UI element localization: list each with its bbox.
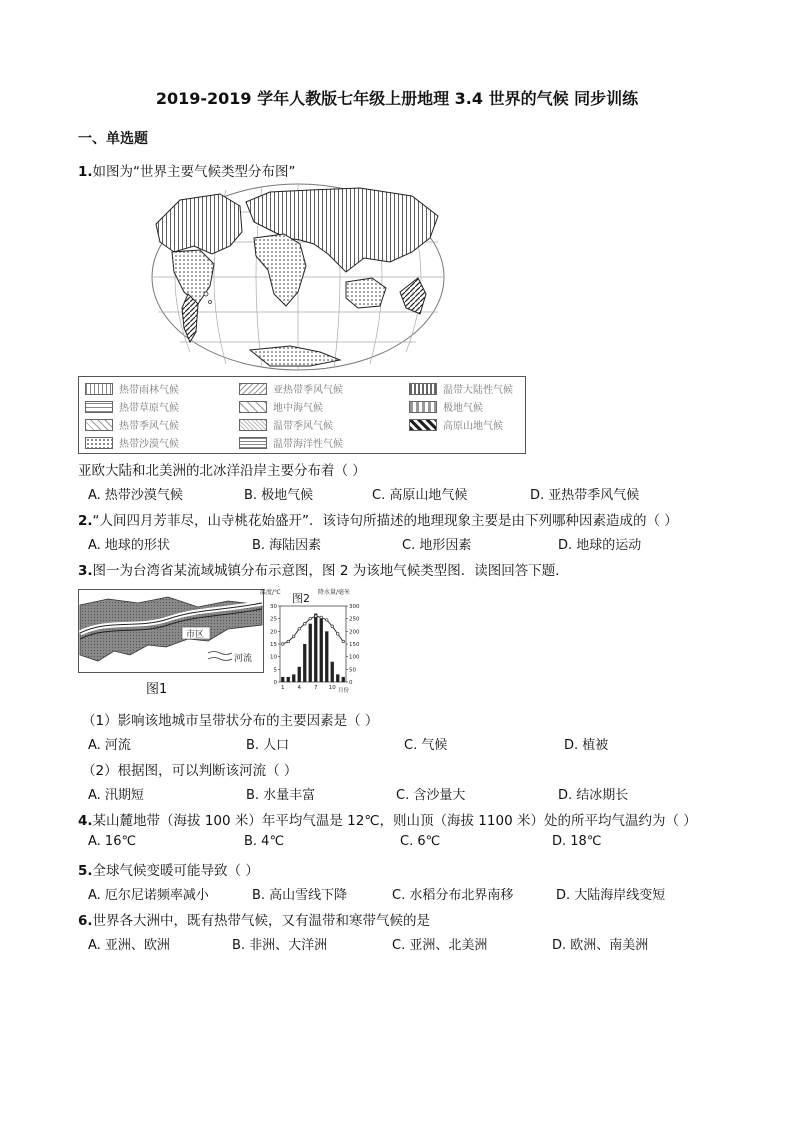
q2-option-b[interactable]: B. 海陆因素: [252, 538, 322, 553]
temperature-point: [281, 643, 284, 646]
question-5-stem: [78, 859, 259, 879]
temperature-point: [292, 635, 295, 638]
q6-option-b[interactable]: B. 非洲、大洋洲: [232, 938, 328, 953]
q3-2-option-d[interactable]: D. 结冰期长: [558, 788, 629, 803]
temperature-point: [303, 622, 306, 625]
chart-month-tick-label: 1: [281, 685, 285, 691]
temperature-point: [320, 616, 323, 619]
legend-item: 温带海洋性气候: [239, 435, 343, 450]
temperature-point: [287, 640, 290, 643]
map-legend: [78, 376, 526, 454]
question-3-number: 3.: [78, 563, 93, 579]
question-1-text: 如图为“世界主要气候类型分布图”: [92, 164, 296, 180]
chart-left-tick-label: 20: [270, 629, 277, 636]
world-climate-map: [150, 182, 446, 372]
precipitation-bar: [336, 674, 339, 682]
q4-option-a[interactable]: A. 16℃: [88, 834, 137, 849]
legend-item: 热带季风气候: [85, 417, 179, 432]
q3-1-option-a[interactable]: A. 河流: [88, 738, 131, 753]
precipitation-bar: [287, 677, 290, 682]
chart-left-tick-label: 0: [273, 680, 277, 686]
figure-2-caption: 图2: [292, 592, 310, 605]
question-4-number: 4.: [78, 813, 93, 829]
precipitation-bar: [314, 614, 317, 682]
chart-left-tick-label: 25: [270, 616, 277, 623]
q1-option-d[interactable]: D. 亚热带季风气候: [530, 488, 640, 503]
precipitation-bar: [309, 624, 312, 682]
chart-right-axis-title: 降水量/毫米: [318, 589, 351, 596]
q3-1-option-c[interactable]: C. 气候: [404, 738, 448, 753]
q3-2-option-a[interactable]: A. 汛期短: [88, 788, 144, 803]
question-5-text: 全球气候变暖可能导致（ ）: [92, 863, 259, 879]
q5-option-d[interactable]: D. 大陆海岸线变短: [556, 888, 666, 903]
temperature-point: [336, 633, 339, 636]
question-6-number: 6.: [78, 913, 93, 929]
q1-option-a[interactable]: A. 热带沙漠气候: [88, 488, 183, 503]
q5-option-b[interactable]: B. 高山雪线下降: [252, 888, 348, 903]
chart-right-tick-label: 250: [349, 616, 360, 623]
chart-right-tick-label: 0: [349, 680, 353, 686]
question-3-text: 图一为台湾省某流域城镇分布示意图，图 2 为该地气候类型图．读图回答下题．: [92, 563, 569, 579]
q4-option-b[interactable]: B. 4℃: [244, 834, 285, 849]
question-5-number: 5.: [78, 863, 93, 879]
legend-item: 地中海气候: [239, 399, 323, 414]
precipitation-bar: [320, 619, 323, 682]
q1-option-c[interactable]: C. 高原山地气候: [372, 488, 468, 503]
question-3-stem: [78, 559, 569, 579]
q1-option-b[interactable]: B. 极地气候: [244, 488, 314, 503]
legend-item: 亚热带季风气候: [239, 381, 343, 396]
q3-1-option-d[interactable]: D. 植被: [564, 738, 609, 753]
chart-left-tick-label: 10: [270, 654, 277, 661]
q2-option-a[interactable]: A. 地球的形状: [88, 538, 170, 553]
figure-1-city-label: 市区: [186, 630, 205, 640]
legend-item: 热带草原气候: [85, 399, 179, 414]
temperature-point: [331, 625, 334, 628]
legend-item: 温带季风气候: [239, 417, 333, 432]
chart-left-tick-label: 5: [273, 667, 277, 674]
chart-right-tick-label: 100: [349, 654, 360, 661]
question-1-number: 1.: [78, 164, 93, 180]
figure-2-climate-chart: [258, 586, 362, 696]
q2-option-d[interactable]: D. 地球的运动: [558, 538, 642, 553]
question-6-text: 世界各大洲中，既有热带气候，又有温带和寒带气候的是: [92, 913, 431, 929]
chart-right-tick-label: 200: [349, 629, 360, 636]
precipitation-bar: [325, 631, 328, 682]
chart-left-tick-label: 15: [270, 642, 277, 648]
legend-item: 温带大陆性气候: [409, 381, 513, 396]
legend-item: 热带沙漠气候: [85, 435, 179, 450]
precipitation-bar: [331, 662, 334, 682]
q2-option-c[interactable]: C. 地形因素: [402, 538, 472, 553]
precipitation-bar: [342, 677, 345, 682]
figure-1-caption: 图1: [146, 682, 168, 697]
chart-right-tick-label: 150: [349, 642, 360, 648]
question-2-number: 2.: [78, 513, 93, 529]
q6-option-d[interactable]: D. 欧洲、南美洲: [552, 938, 649, 953]
temperature-point: [325, 619, 328, 622]
question-3-2-stem: （2）根据图，可以判断该河流（ ）: [82, 763, 298, 779]
q4-option-c[interactable]: C. 6℃: [400, 834, 441, 849]
question-2-text: “人间四月芳菲尽，山寺桃花始盛开”．该诗句所描述的地理现象主要是由下列哪种因素造成的（ ）: [92, 513, 678, 529]
page-title: 2019-2019 学年人教版七年级上册地理 3.4 世界的气候 同步训练: [155, 89, 639, 108]
temperature-point: [309, 617, 312, 620]
section-heading: 一、单选题: [78, 131, 148, 147]
chart-month-tick-label: 10: [328, 685, 336, 691]
question-4-stem: [78, 809, 697, 829]
question-1-stem: [78, 160, 296, 180]
figure-1-river-city-map: [78, 589, 264, 673]
q5-option-a[interactable]: A. 厄尔尼诺频率减小: [88, 888, 209, 903]
precipitation-bar: [303, 644, 306, 682]
q6-option-c[interactable]: C. 亚洲、北美洲: [392, 938, 488, 953]
precipitation-bar: [298, 667, 301, 682]
q5-option-c[interactable]: C. 水稻分布北界南移: [392, 888, 514, 903]
question-1-prompt: 亚欧大陆和北美洲的北冰洋沿岸主要分布着（ ）: [78, 463, 366, 479]
q3-2-option-b[interactable]: B. 水量丰富: [246, 788, 316, 803]
chart-left-tick-label: 30: [270, 604, 277, 610]
precipitation-bar: [281, 677, 284, 682]
question-6-stem: [78, 909, 430, 929]
chart-right-tick-label: 300: [349, 604, 360, 610]
chart-month-tick-label: 7: [314, 685, 318, 691]
q3-2-option-c[interactable]: C. 含沙量大: [396, 788, 466, 803]
q4-option-d[interactable]: D. 18℃: [552, 834, 602, 849]
figure-1-river-label: 河流: [234, 654, 253, 664]
q3-1-option-b[interactable]: B. 人口: [246, 738, 290, 753]
question-2-stem: [78, 509, 678, 529]
chart-month-axis-title: 月份: [338, 688, 350, 694]
chart-left-axis-title: 温度/℃: [260, 589, 281, 596]
legend-item: 极地气候: [409, 399, 483, 414]
chart-month-tick-label: 4: [297, 685, 301, 691]
q6-option-a[interactable]: A. 亚洲、欧洲: [88, 938, 170, 953]
legend-item: 高原山地气候: [409, 417, 503, 432]
legend-item: 热带雨林气候: [85, 381, 179, 396]
temperature-point: [342, 640, 345, 643]
chart-right-tick-label: 50: [349, 667, 356, 674]
temperature-point: [314, 615, 317, 618]
question-4-text: 某山麓地带（海拔 100 米）年平均气温是 12℃，则山顶（海拔 1100 米）处的所平均气温约为（ ）: [92, 813, 697, 829]
question-3-1-stem: （1）影响该地城市呈带状分布的主要因素是（ ）: [82, 713, 379, 729]
precipitation-bar: [292, 674, 295, 682]
temperature-point: [298, 628, 301, 631]
